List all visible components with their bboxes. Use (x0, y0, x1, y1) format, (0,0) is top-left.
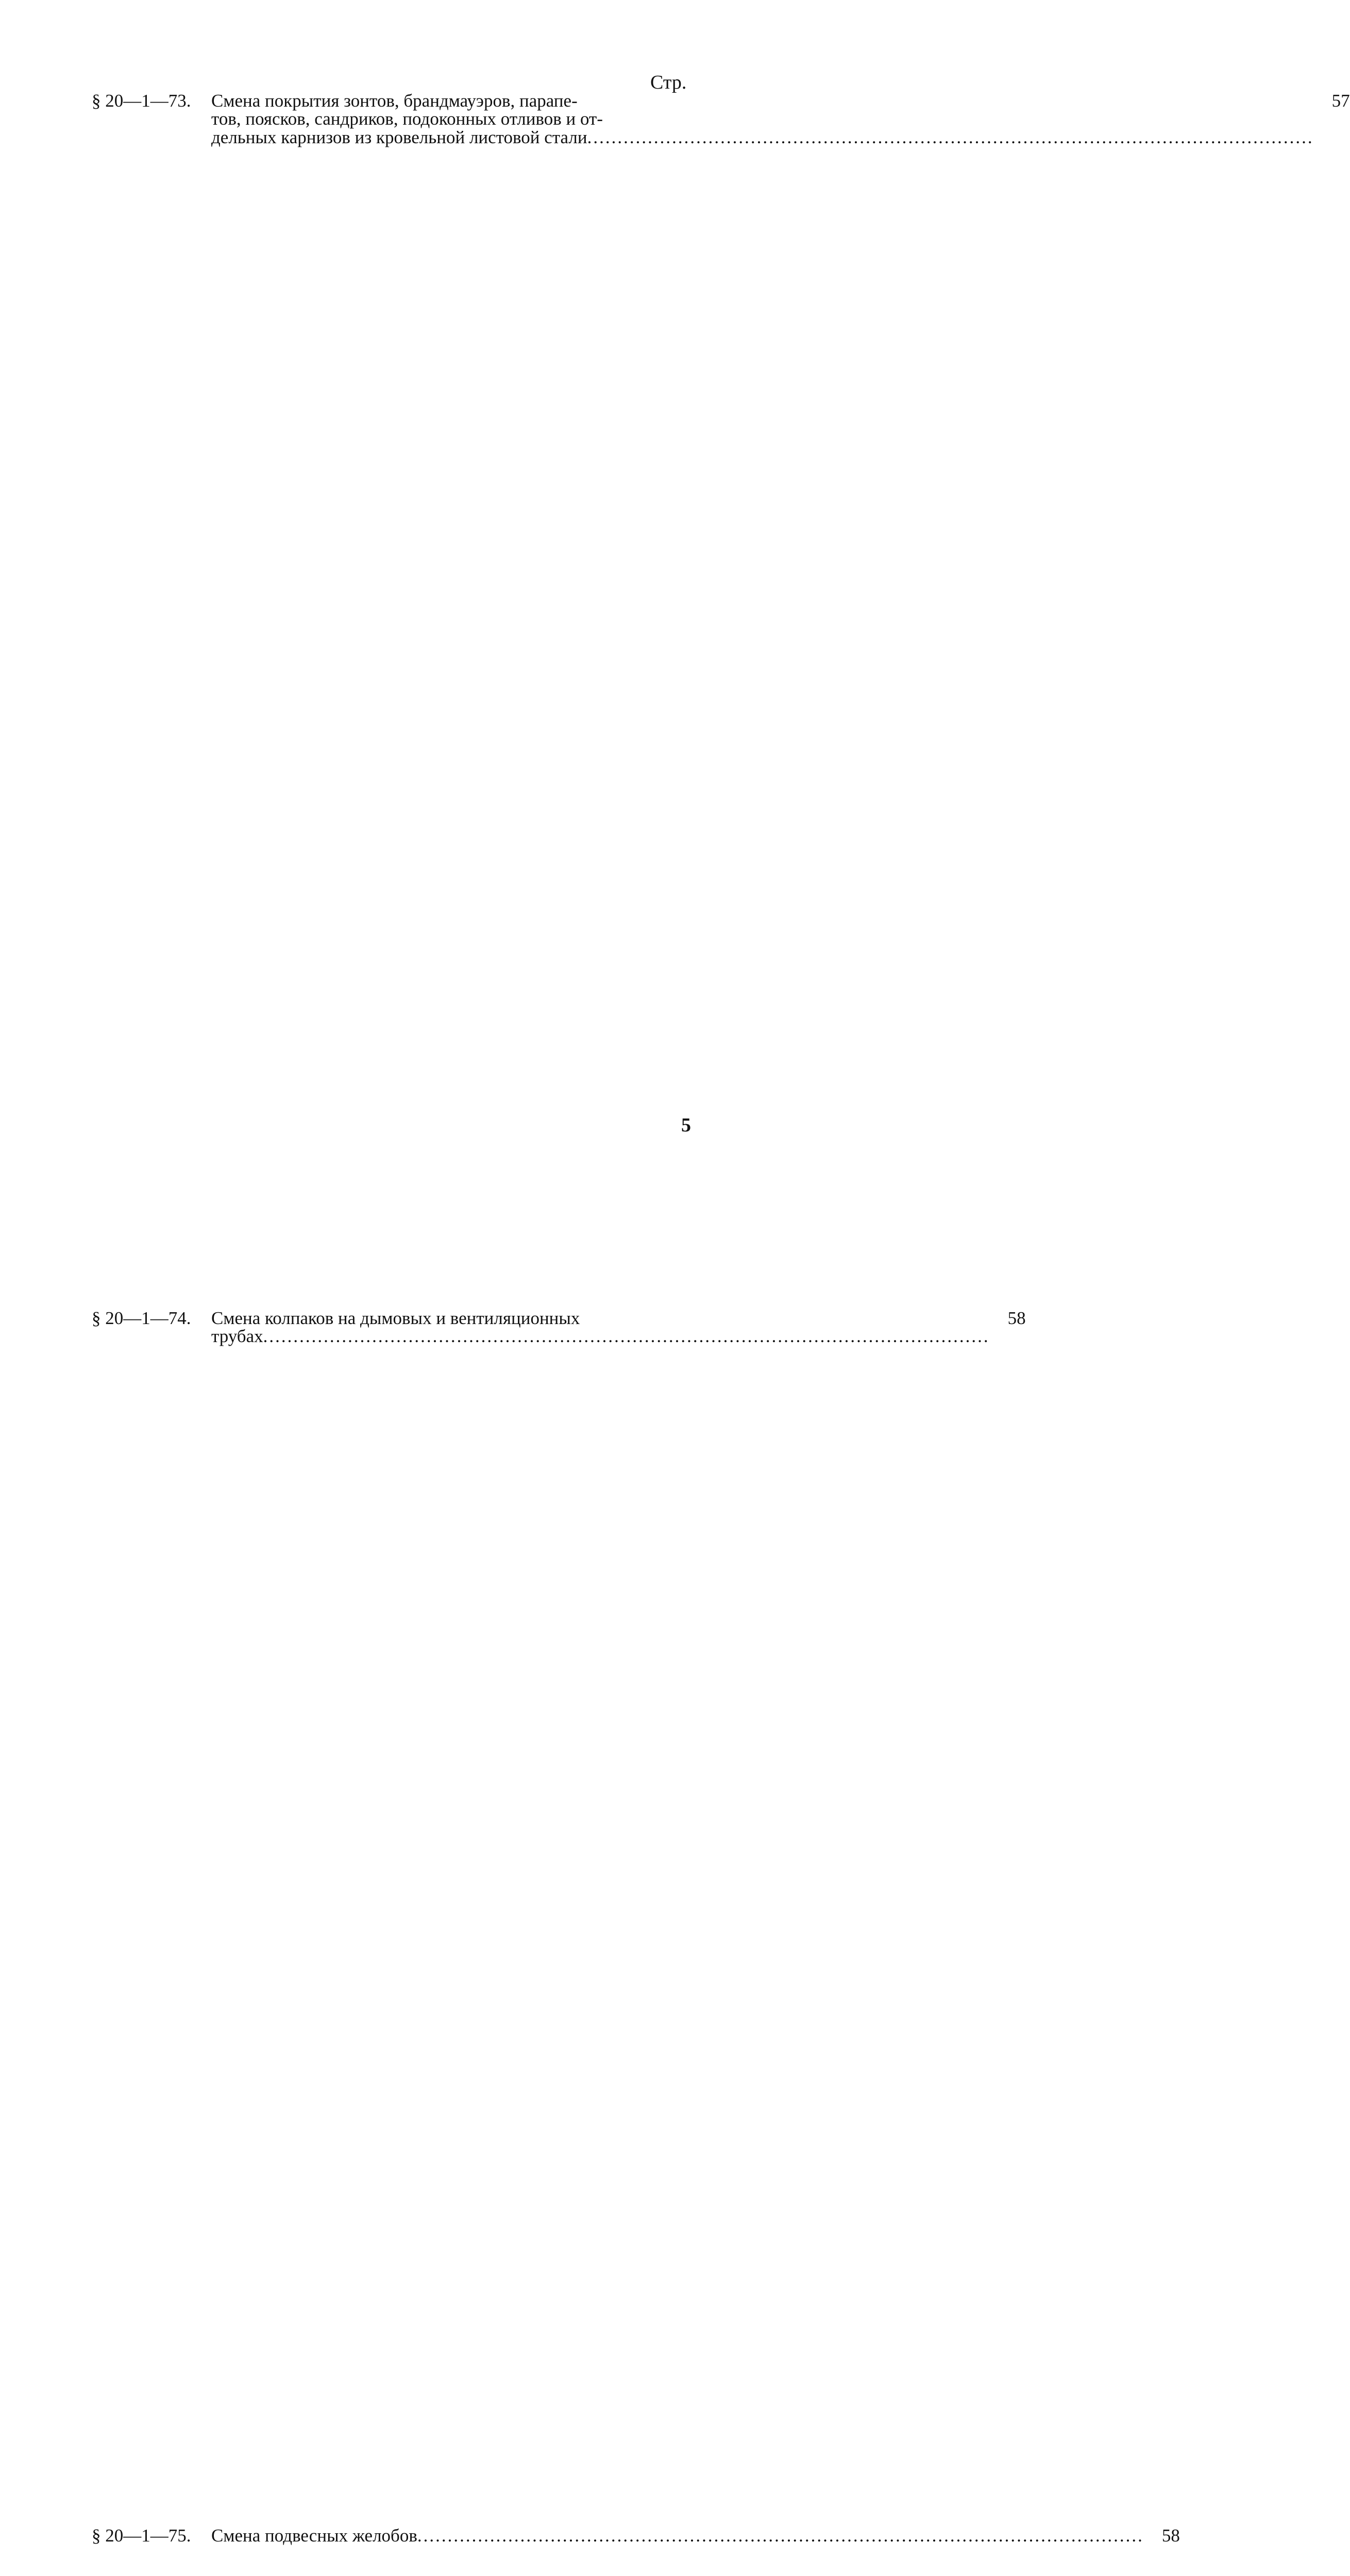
entry-title-last-line (211, 128, 1314, 146)
toc-entry (92, 1308, 1026, 2527)
entry-title (211, 1309, 990, 2527)
toc-entry (92, 2526, 1180, 2576)
entry-title-last-line (211, 1327, 990, 1345)
entry-title-line: тов, поясков, сандриков, подоконных отливов и от- (211, 109, 603, 129)
entry-title-last-line (211, 2527, 1144, 2545)
page-reference: 58 (1161, 2526, 1180, 2546)
section-number: § 20—1—75. (92, 2526, 191, 2546)
entry-title-line: Смена колпаков на дымовых и вентиляционных (211, 1308, 580, 1328)
dot-leader: ........................................................................................................................ (417, 2526, 1144, 2546)
entry-title-line: трубах (211, 1326, 263, 1347)
entry-title-line: Смена покрытия зонтов, брандмауэров, парапе- (211, 91, 578, 111)
table-of-contents (92, 91, 1350, 2576)
section-number: § 20—1—74. (92, 1308, 191, 1328)
entry-title-line: дельных карнизов из кровельной листовой стали (211, 127, 587, 147)
entry-title (211, 2527, 1144, 2576)
page-reference: 58 (1007, 1308, 1026, 1328)
dot-leader: ........................................................................................................................ (263, 1326, 990, 1347)
page-column-header: Стр. (650, 72, 687, 93)
entry-title (211, 92, 1314, 1309)
toc-entry (92, 91, 1350, 1309)
entry-title-line: Смена подвесных желобов (211, 2526, 417, 2546)
page-reference: 57 (1331, 91, 1350, 111)
section-number: § 20—1—73. (92, 91, 191, 111)
dot-leader: ........................................................................................................................ (587, 127, 1314, 147)
page-number: 5 (681, 1114, 691, 1136)
